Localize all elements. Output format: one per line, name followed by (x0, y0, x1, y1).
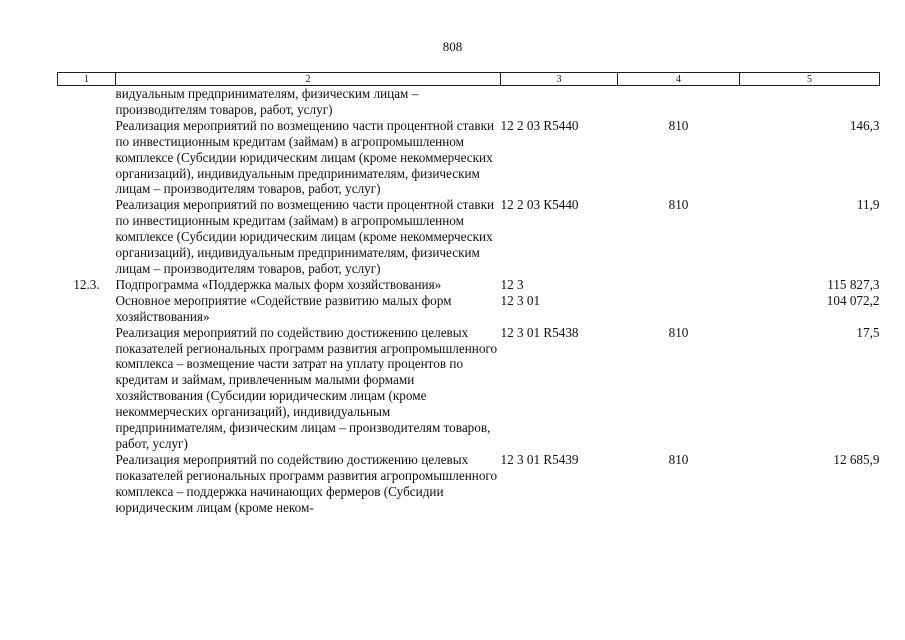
table-row (58, 197, 880, 277)
table-row (58, 118, 880, 198)
row-type: 810 (668, 324, 689, 340)
table-row (58, 452, 880, 516)
row-name: Реализация мероприятий по содействию достижению целевых показателей региональных программ развития агропромышленного комплекса – возмещение части затрат на уплату процентов по кредитам и займам, привлеченным малыми формами хозяйствования (Субсидии юридическим лицам (кроме некоммерческих организаций), индивидуальным предпринимателям, физическим лицам – производителям товаров, работ, услуг) (115, 324, 498, 451)
row-name: Основное мероприятие «Содействие развитию малых форм хозяйствования» (115, 292, 452, 324)
header-col-1: 1 (58, 73, 116, 86)
row-amount: 11,9 (856, 197, 880, 213)
header-col-4: 4 (618, 73, 740, 86)
row-amount: 115 827,3 (827, 276, 880, 292)
row-type (618, 293, 740, 325)
row-name: видуальным предпринимателям, физическим лицам – производителям товаров, работ, услуг) (115, 86, 419, 117)
row-code: 12 3 01 R5438 (500, 324, 579, 340)
row-number (58, 325, 116, 452)
row-type: 810 (668, 117, 689, 133)
row-number (58, 118, 116, 198)
row-number (58, 452, 116, 516)
row-type: 810 (668, 451, 689, 467)
row-name: Реализация мероприятий по содействию достижению целевых показателей региональных программ развития агропромышленного комплекса – поддержка начинающих фермеров (Субсидии юридическим лицам (кроме неком- (115, 451, 498, 515)
row-number (58, 197, 116, 277)
header-col-2: 2 (116, 73, 501, 86)
row-name: Подпрограмма «Поддержка малых форм хозяйствования» (115, 276, 442, 292)
page-number: 808 (442, 39, 463, 54)
row-code: 12 3 (500, 276, 524, 292)
table-header (58, 73, 880, 86)
row-type: 810 (668, 197, 689, 213)
row-code: 12 3 01 R5439 (500, 451, 579, 467)
row-amount: 12 685,9 (833, 451, 880, 467)
row-amount: 17,5 (856, 324, 880, 340)
row-code (501, 86, 618, 118)
budget-table (57, 72, 880, 515)
header-col-5: 5 (740, 73, 880, 86)
row-number (58, 86, 116, 118)
row-code: 12 2 03 R5440 (500, 117, 579, 133)
row-name: Реализация мероприятий по возмещению части процентной ставки по инвестиционным кредитам (займам) в агропромышленном комплексе (Субсидии юридическим лицам (кроме некоммерческих организаций), индивидуальным предпринимателям, физическим лицам – производителям товаров, работ, услуг) (115, 197, 495, 276)
table-row (58, 277, 880, 293)
row-number: 12.3. (73, 276, 100, 292)
row-number (58, 293, 116, 325)
row-code: 12 3 01 (500, 292, 541, 308)
header-row (58, 73, 880, 86)
table-body (58, 86, 880, 516)
row-name: Реализация мероприятий по возмещению части процентной ставки по инвестиционным кредитам (займам) в агропромышленном комплексе (Субсидии юридическим лицам (кроме некоммерческих организаций), индивидуальным предпринимателям, физическим лицам – производителям товаров, работ, услуг) (115, 117, 495, 197)
row-type (618, 86, 740, 118)
row-code: 12 2 03 К5440 (500, 197, 579, 213)
row-amount: 104 072,2 (826, 292, 880, 308)
table-row (58, 325, 880, 452)
row-type (618, 277, 740, 293)
row-amount: 146,3 (849, 117, 880, 133)
row-amount (740, 86, 880, 118)
table-row (58, 86, 880, 118)
header-col-3: 3 (501, 73, 618, 86)
table-row (58, 293, 880, 325)
